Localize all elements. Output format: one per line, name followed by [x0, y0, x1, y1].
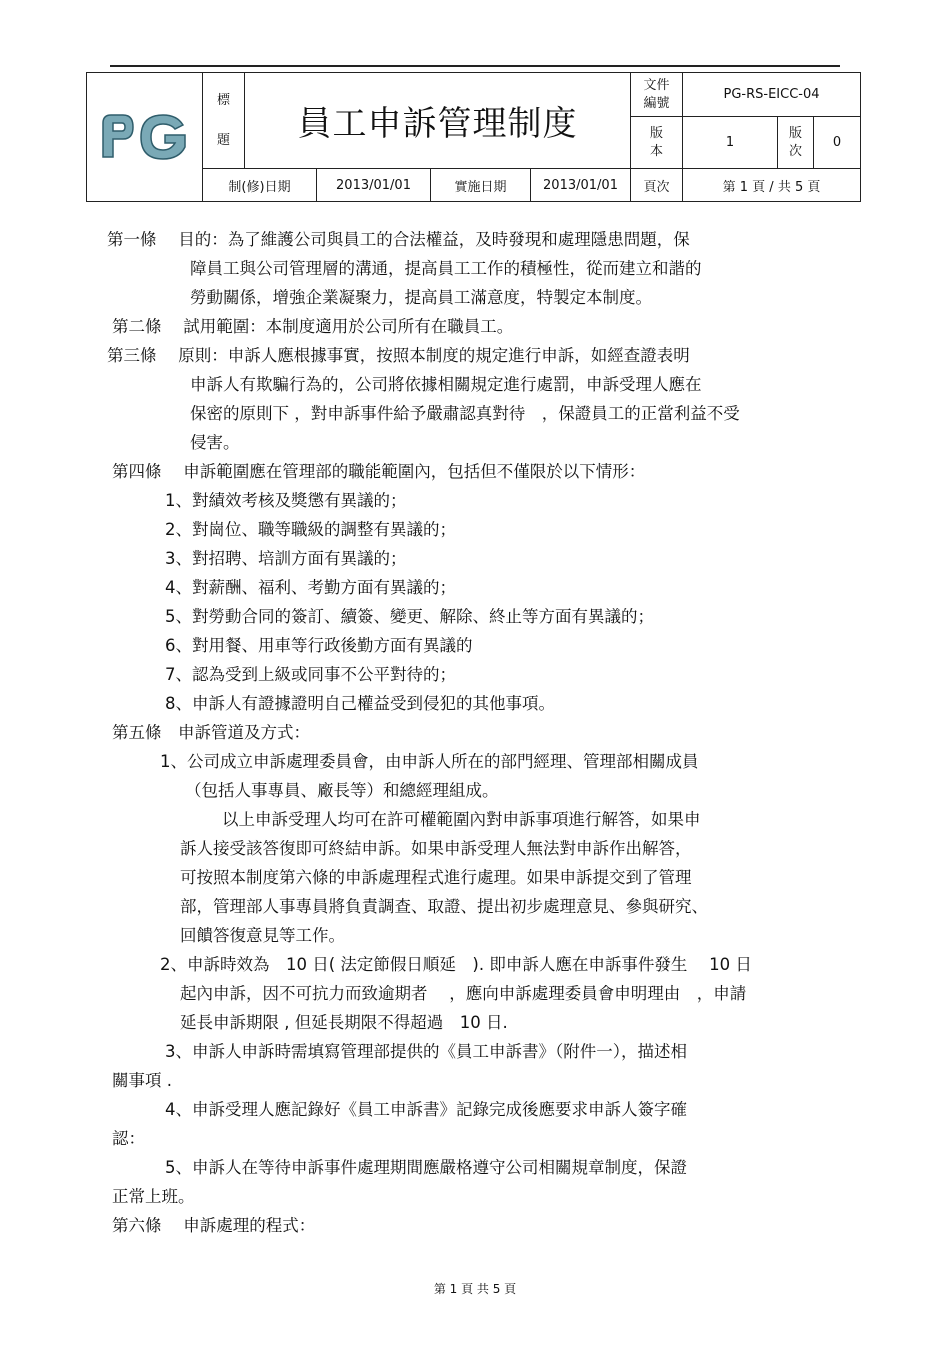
body-line: 第五條 申訴管道及方式：	[112, 723, 310, 742]
body-line: 回饋答復意見等工作。	[180, 926, 345, 945]
pg-logo-icon	[97, 107, 193, 167]
page-label: 頁次	[631, 169, 683, 201]
body-line: 障員工與公司管理層的溝通，提高員工工作的積極性，從而建立和諧的	[190, 259, 702, 278]
body-line: 第一條 目的：為了維護公司與員工的合法權益，及時發現和處理隱患問題，保	[107, 230, 690, 249]
body-line: 勞動關係，增強企業凝聚力，提高員工滿意度，特製定本制度。	[190, 288, 652, 307]
body-line: 正常上班。	[112, 1187, 195, 1206]
body-line: 部，管理部人事專員將負責調查、取證、提出初步處理意見、參與研究、	[180, 897, 708, 916]
top-rule	[110, 65, 840, 67]
body-line: 訴人接受該答復即可終結申訴。如果申訴受理人無法對申訴作出解答，	[180, 839, 692, 858]
page-value: 第 1 頁 / 共 5 頁	[722, 179, 821, 195]
body-line: 延長申訴期限 , 但延長期限不得超過 10 日.	[180, 1013, 508, 1032]
title-label	[203, 73, 245, 169]
revise-date-label: 制(修)日期	[203, 169, 317, 201]
effective-date-label: 實施日期	[431, 169, 531, 201]
body-line: 可按照本制度第六條的申訴處理程式進行處理。如果申訴提交到了管理	[180, 868, 692, 887]
title-label-2: 題	[216, 132, 230, 148]
version-value: 1	[683, 117, 778, 169]
body-line: 保密的原則下 ，對申訴事件給予嚴肅認真對待 ，保證員工的正當利益不受	[190, 404, 740, 423]
revision-value: 0	[814, 117, 860, 169]
revision-label-1: 版	[788, 125, 802, 141]
body-line: （包括人事專員、廠長等）和總經理組成。	[185, 781, 499, 800]
body-line: 申訴人有欺騙行為的，公司將依據相關規定進行處罰，申訴受理人應在	[190, 375, 702, 394]
revision-label-2: 次	[788, 143, 802, 159]
body-line: 侵害。	[190, 433, 240, 452]
list-item: 4、對薪酬、福利、考勤方面有異議的；	[165, 578, 456, 597]
logo-text: PG	[96, 107, 98, 108]
effective-date-value: 2013/01/01	[531, 169, 631, 201]
version-label-1: 版	[649, 125, 663, 141]
list-item: 8、申訴人有證據證明自己權益受到侵犯的其他事項。	[165, 694, 555, 713]
list-item: 1、對績效考核及獎懲有異議的；	[165, 491, 407, 510]
title-label-1: 標	[216, 92, 230, 108]
list-item: 5、申訴人在等待申訴事件處理期間應嚴格遵守公司相關規章制度，保證	[165, 1158, 687, 1177]
list-item: 2、對崗位、職等職級的調整有異議的；	[165, 520, 456, 539]
revise-date-value: 2013/01/01	[317, 169, 431, 201]
body-line: 認：	[112, 1129, 145, 1148]
list-item: 7、認為受到上級或同事不公平對待的；	[165, 665, 456, 684]
pg-logo	[87, 73, 203, 201]
body-line: 起內申訴，因不可抗力而致逾期者 ，應向申訴處理委員會申明理由 ，申請	[180, 984, 747, 1003]
doc-no-label-2: 編號	[643, 95, 670, 111]
doc-no-value: PG-RS-EICC-04	[683, 73, 860, 117]
list-item: 3、申訴人申訴時需填寫管理部提供的《員工申訴書》（附件一），描述相	[165, 1042, 687, 1061]
body-line: 第二條 試用範圍：本制度適用於公司所有在職員工。	[112, 317, 514, 336]
list-item: 3、對招聘、培訓方面有異議的；	[165, 549, 407, 568]
document-title: 員工申訴管理制度	[245, 73, 631, 169]
body-line: 第六條 申訴處理的程式：	[112, 1216, 316, 1235]
list-item: 5、對勞動合同的簽訂、續簽、變更、解除、終止等方面有異議的；	[165, 607, 654, 626]
doc-no-label	[631, 73, 683, 117]
body-line: 關事項 .	[112, 1071, 172, 1090]
list-item: 4、申訴受理人應記錄好《員工申訴書》記錄完成後應要求申訴人簽字確	[165, 1100, 687, 1119]
list-item: 6、對用餐、用車等行政後勤方面有異議的	[165, 636, 473, 655]
body-line: 第四條 申訴範圍應在管理部的職能範圍內，包括但不僅限於以下情形：	[112, 462, 646, 481]
document-header-table	[86, 72, 861, 202]
body-line: 以上申訴受理人均可在許可權範圍內對申訴事項進行解答，如果申	[222, 810, 701, 829]
doc-no-label-1: 文件	[643, 77, 670, 93]
page-footer: 第 1 頁 共 5 頁	[433, 1282, 517, 1296]
list-item: 2、申訴時效為 10 日( 法定節假日順延 ). 即申訴人應在申訴事件發生 10 日	[160, 955, 752, 974]
revision-label	[778, 117, 814, 169]
list-item: 1、公司成立申訴處理委員會，由申訴人所在的部門經理、管理部相關成員	[160, 752, 699, 771]
version-label-2: 本	[649, 143, 663, 159]
version-label	[631, 117, 683, 169]
body-line: 第三條 原則：申訴人應根據事實，按照本制度的規定進行申訴，如經查證表明	[107, 346, 690, 365]
